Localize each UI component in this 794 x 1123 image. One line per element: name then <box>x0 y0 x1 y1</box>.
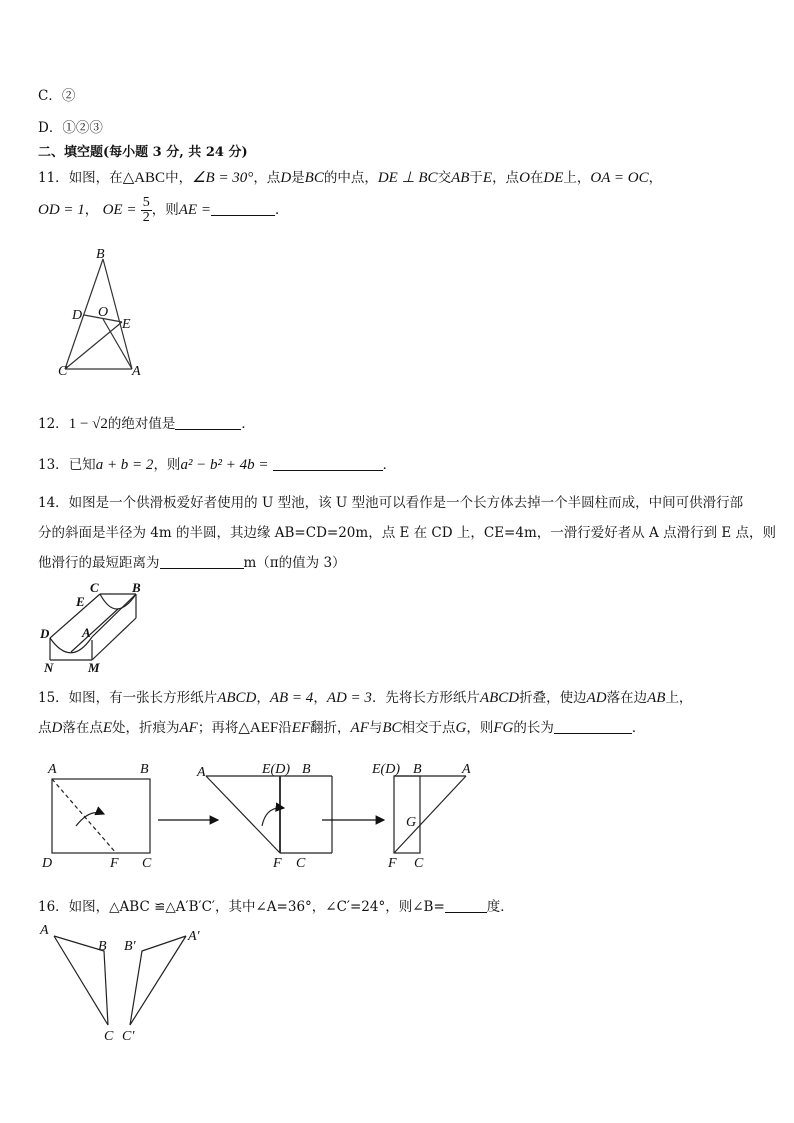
q15-line2: 点D落在点E处，折痕为AF；再将△AEF沿EF翻折，AF与BC相交于点G，则FG的长为 ． <box>38 720 646 736</box>
q16-figure <box>36 920 216 1046</box>
section-title: 二、填空题(每小题 3 分, 共 24 分) <box>38 145 248 160</box>
q15-f2-label-c: C <box>296 856 306 871</box>
q12-answer-blank[interactable] <box>175 415 241 430</box>
q15-f3-label-b: B <box>413 762 422 777</box>
q14-label-c: C <box>90 580 99 595</box>
q14-label-b: B <box>132 580 141 595</box>
q14-label-d: D <box>40 626 50 641</box>
q11-line2: OD = 1， OE = $\frac{5}{2}$ ，则AE = ． <box>38 195 289 225</box>
q15-f1-label-f: F <box>110 856 119 871</box>
q16-label-b-prime: B′ <box>124 939 136 954</box>
q14-line3: 他滑行的最短距离为 m（π的值为 3） <box>38 555 346 571</box>
q16-label-c-prime: C′ <box>122 1029 135 1044</box>
q11-label-d: D <box>72 308 83 323</box>
q16-label-c: C <box>104 1029 114 1044</box>
q16-label-a: A <box>40 923 49 938</box>
q14-label-e: E <box>76 594 85 609</box>
q15-f3-label-a: A <box>462 762 471 777</box>
q15-f2-label-ed: E(D) <box>262 762 290 777</box>
choice-d: D．①②③ <box>38 120 103 136</box>
q15-f3-label-g: G <box>406 815 417 830</box>
q15-f2-label-b: B <box>302 762 311 777</box>
q14-line1: 14．如图是一个供滑板爱好者使用的 U 型池，该 U 型池可以看作是一个长方体去掉一个半圆柱而成，中间可供滑行部 <box>38 495 744 511</box>
q13-line: 13．已知a + b = 2，则a² − b² + 4b = ． <box>38 457 397 473</box>
q14-label-m: M <box>88 660 100 674</box>
q11-label-a: A <box>132 364 141 379</box>
q11-figure <box>50 242 160 384</box>
q16-label-b: B <box>98 939 107 954</box>
q11-label-b: B <box>96 247 105 262</box>
q14-label-n: N <box>44 660 54 674</box>
choice-c: C．② <box>38 88 76 104</box>
q16-answer-blank[interactable] <box>445 898 487 913</box>
q11-fraction: $\frac{5}{2}$ <box>142 195 150 225</box>
q16-line: 16．如图，△ABC ≌△A′B′C′，其中∠A=36°，∠C′=24°，则∠B= 度． <box>38 899 514 915</box>
q11-line1: 11．如图，在△ABC中，∠B = 30°，点D是BC的中点，DE ⊥ BC交AB于E，点O在DE上，OA = OC， <box>38 170 663 186</box>
q14-label-a: A <box>82 625 91 640</box>
q15-f3-label-f: F <box>388 856 397 871</box>
q14-line2: 分的斜面是半径为 4m 的半圆，其边缘 AB=CD=20m，点 E 在 CD 上，CE=4m，一滑行爱好者从 A 点滑行到 E 点，则 <box>38 525 777 541</box>
q15-f3-label-ed: E(D) <box>372 762 400 777</box>
q16-label-a-prime: A′ <box>188 929 200 944</box>
q11-label-e: E <box>122 317 131 332</box>
q11-answer-blank[interactable] <box>211 201 275 216</box>
q11-label-o: O <box>98 305 109 320</box>
q15-f2-label-f: F <box>273 856 282 871</box>
q15-figure <box>40 756 490 874</box>
q15-f1-label-b: B <box>140 762 149 777</box>
q15-f3-label-c: C <box>414 856 424 871</box>
q14-answer-blank[interactable] <box>160 554 244 569</box>
q11-label-c: C <box>58 364 68 379</box>
q15-f1-label-a: A <box>48 762 57 777</box>
q12-line: 12．1 − √2的绝对值是 ． <box>38 416 255 432</box>
q13-answer-blank[interactable] <box>273 456 383 471</box>
q15-f2-label-a: A <box>197 765 206 780</box>
q15-answer-blank[interactable] <box>554 719 632 734</box>
q14-figure <box>36 580 146 674</box>
q15-line1: 15．如图，有一张长方形纸片ABCD，AB = 4，AD = 3．先将长方形纸片ABCD折叠，使边AD落在边AB上， <box>38 690 693 706</box>
q15-f1-label-d: D <box>42 856 53 871</box>
q15-f1-label-c: C <box>142 856 152 871</box>
